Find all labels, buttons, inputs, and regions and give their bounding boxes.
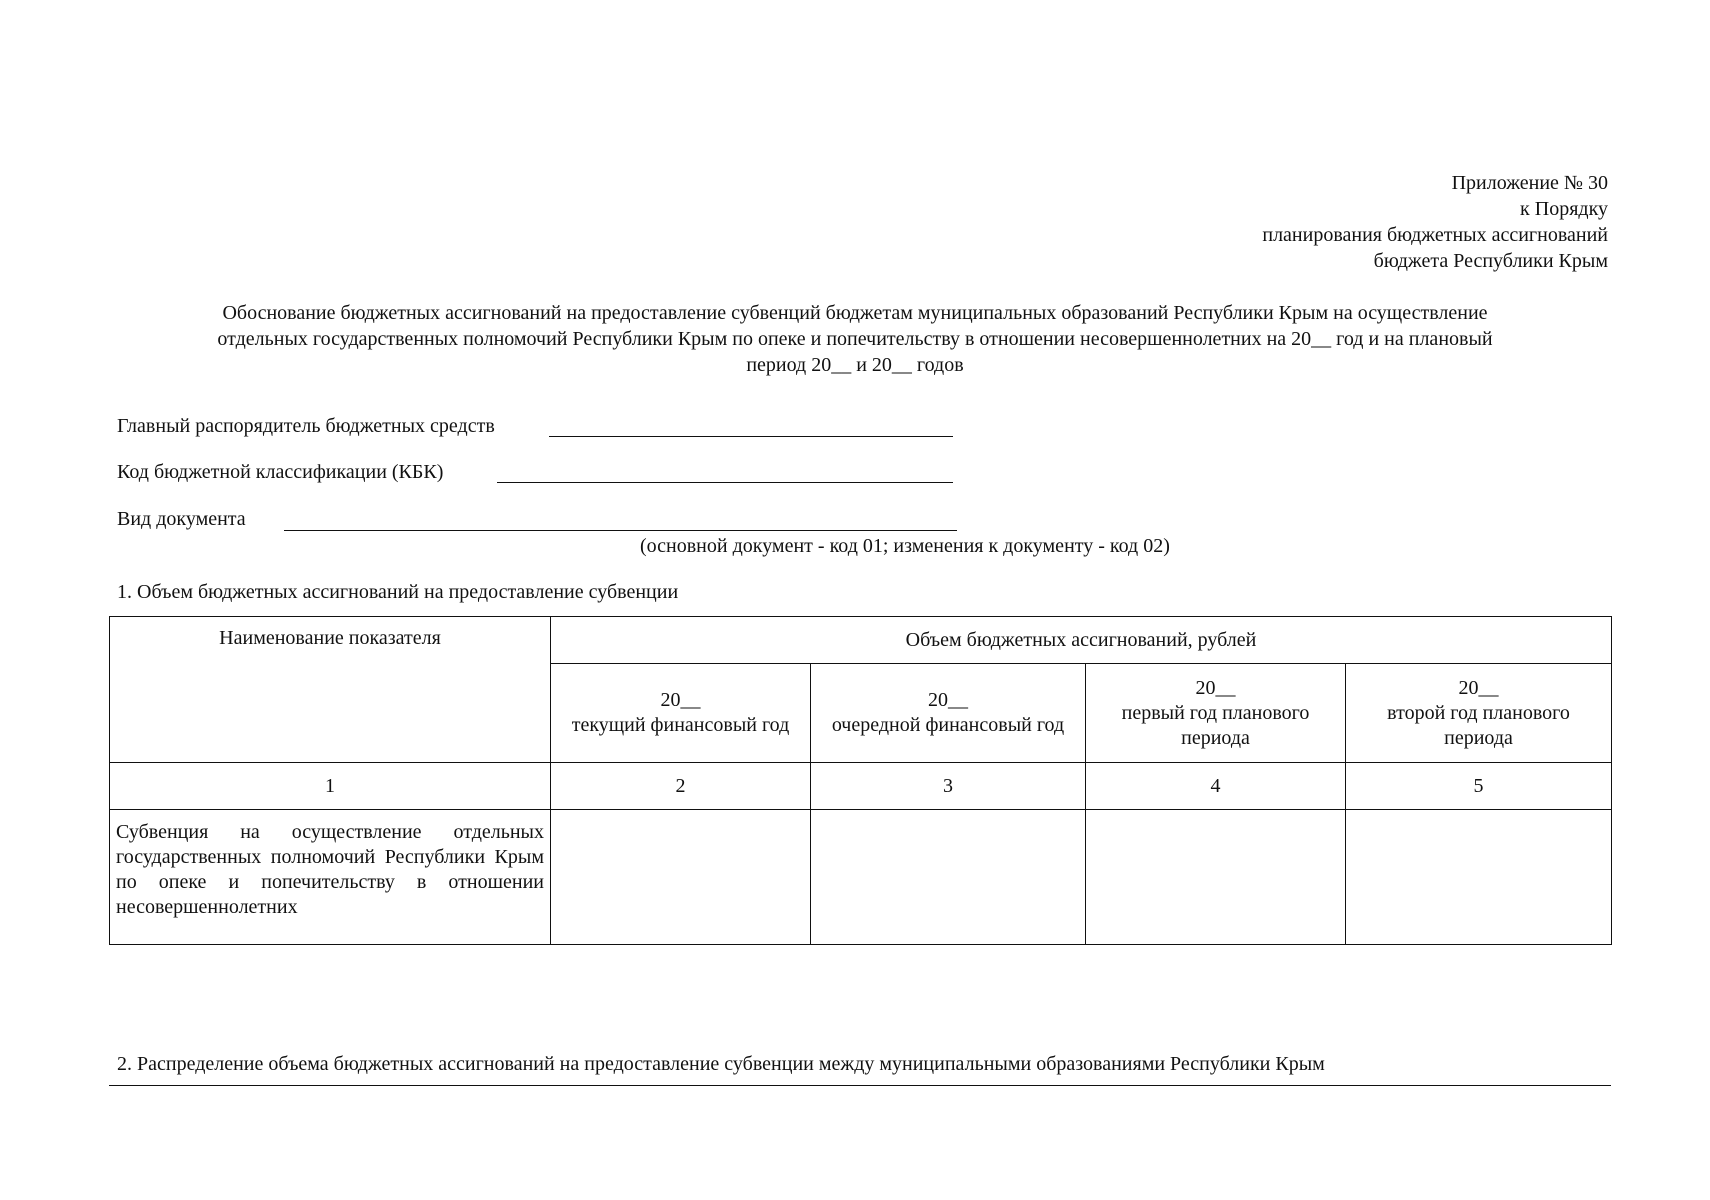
allocation-table <box>109 616 1612 945</box>
title-line: Обоснование бюджетных ассигнований на предоставление субвенций бюджетам муниципальных образований Республики Крым на осуществление <box>222 302 1488 324</box>
appendix-header <box>1262 170 1608 274</box>
indicator-name-header: Наименование показателя <box>110 617 551 763</box>
year-label: второй год планового периода <box>1387 701 1570 749</box>
column-number: 2 <box>551 763 811 810</box>
column-number: 5 <box>1346 763 1612 810</box>
section2-divider <box>109 1085 1611 1086</box>
main-manager-label: Главный распорядитель бюджетных средств <box>117 415 495 437</box>
allocation-volume-header: Объем бюджетных ассигнований, рублей <box>551 617 1612 664</box>
kbk-input-line[interactable] <box>497 482 953 483</box>
year-label: текущий финансовый год <box>571 714 790 736</box>
year-header-plan2 <box>1346 664 1612 763</box>
doc-type-label: Вид документа <box>117 508 246 530</box>
year-placeholder: 20__ <box>660 689 701 711</box>
column-number: 4 <box>1086 763 1346 810</box>
table-row <box>110 810 1612 945</box>
doc-type-field <box>117 506 246 532</box>
year-header-next <box>811 664 1086 763</box>
main-manager-field <box>117 413 495 439</box>
year-placeholder: 20__ <box>1195 676 1236 699</box>
column-number: 3 <box>811 763 1086 810</box>
value-cell-next[interactable] <box>811 810 1086 945</box>
appendix-line: к Порядку <box>1520 198 1608 220</box>
indicator-cell: Субвенция на осуществление отдельных государственных полномочий Республики Крым по опеке и попечительству в отношении несовершеннолетних <box>110 810 551 945</box>
value-cell-plan1[interactable] <box>1086 810 1346 945</box>
kbk-field <box>117 459 443 485</box>
year-header-current <box>551 664 811 763</box>
section2-title: 2. Распределение объема бюджетных ассигнований на предоставление субвенции между муниципальными образованиями Республики Крым <box>117 1053 1325 1075</box>
doc-type-hint: (основной документ - код 01; изменения к документу - код 02) <box>640 535 1170 557</box>
title-line: отдельных государственных полномочий Республики Крым по опеке и попечительству в отношении несовершеннолетних на 20__ год и на плановый <box>217 328 1493 350</box>
kbk-label: Код бюджетной классификации (КБК) <box>117 461 444 483</box>
column-number: 1 <box>110 763 551 810</box>
appendix-line: бюджета Республики Крым <box>1373 250 1608 272</box>
title-line: период 20__ и 20__ годов <box>746 354 964 376</box>
main-manager-input-line[interactable] <box>549 436 953 437</box>
value-cell-current[interactable] <box>551 810 811 945</box>
year-placeholder: 20__ <box>928 689 968 711</box>
year-label: первый год планового периода <box>1121 701 1310 749</box>
value-cell-plan2[interactable] <box>1346 810 1612 945</box>
appendix-line: планирования бюджетных ассигнований <box>1262 224 1608 246</box>
section1-title: 1. Объем бюджетных ассигнований на предоставление субвенции <box>117 581 679 603</box>
year-label: очередной финансовый год <box>831 714 1065 736</box>
year-placeholder: 20__ <box>1458 676 1499 699</box>
document-title <box>110 300 1600 378</box>
column-numbers-row <box>110 763 1612 810</box>
appendix-line: Приложение № 30 <box>1451 172 1608 194</box>
year-header-plan1 <box>1086 664 1346 763</box>
doc-type-input-line[interactable] <box>284 530 957 531</box>
